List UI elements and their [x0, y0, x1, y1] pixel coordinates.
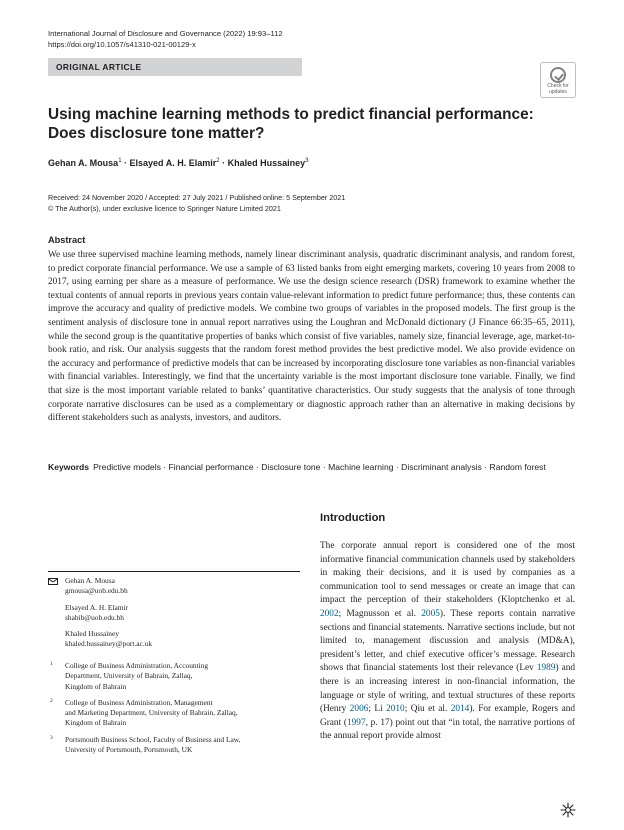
affiliation-number: 2 — [50, 697, 53, 704]
citation-link[interactable]: 2010 — [386, 704, 405, 715]
title-line-1: Using machine learning methods to predict financial performance: — [48, 106, 534, 123]
author-2[interactable]: Elsayed A. H. Elamir$^2$ — [129, 158, 220, 168]
copyright-line: © The Author(s), under exclusive licence to Springer Nature Limited 2021 — [48, 203, 281, 213]
journal-line: International Journal of Disclosure and Governance (2022) 19:93–112 — [48, 29, 283, 38]
check-for-updates-badge[interactable] — [540, 62, 576, 98]
contact-email[interactable]: shabib@uob.edu.bh — [65, 612, 124, 622]
article-title — [48, 105, 568, 143]
contact-name: Gehan A. Mousa — [65, 576, 115, 585]
affiliations — [48, 661, 300, 761]
citation-link[interactable]: 2002 — [320, 608, 339, 619]
citation-link[interactable]: 1997 — [347, 717, 366, 728]
article-type-label: ORIGINAL ARTICLE — [56, 62, 142, 72]
keywords — [48, 461, 575, 474]
title-line-2: Does disclosure tone matter? — [48, 125, 265, 142]
doi-link[interactable]: https://doi.org/10.1057/s41310-021-00129-x — [48, 40, 196, 49]
contact-email[interactable]: gmousa@uob.edu.bh — [65, 586, 128, 596]
affiliation-number: 3 — [50, 734, 53, 741]
affiliation-number: 1 — [50, 661, 53, 667]
introduction-heading: Introduction — [320, 512, 386, 524]
author-3[interactable]: Khaled Hussainey$^3$ — [227, 158, 309, 168]
springer-horse-icon — [560, 802, 576, 818]
contact-email[interactable]: khaled.hussainey@port.ac.uk — [65, 639, 153, 649]
author-1[interactable]: Gehan A. Mousa$^1$ — [48, 158, 122, 168]
abstract-text: We use three supervised machine learning methods, namely linear discriminant analysis, quadratic discriminant analysis, and random forest, to predict corporate financial performance. We use a sample of 63 listed banks from eight emerging markets, covering 10 years from 2008 to 2017, using earning per share as a measure of performance. We use the design science research (DSR) framework to examine whether the textual contents of annual reports in previous years contain value-relevant information to predict future performance; thus, these contents can improve the accuracy and quality of predictive models. We combine two groups of variables in the proposed models. The first group is the sentiment analysis of disclosure tone in annual report narratives using the Loughran and McDonald dictionary (J Finance 66:35–65, 2011), while the second group is the quantitative properties of banks which consist of five variables, namely size, financial leverage, age, market-to-book ratio, and risk. Our analysis suggests that the random forest method provides the best predictive model. We also provide evidence on the accuracy and performance of predictive models that can be increased by incorporating disclosure tone variables as non-financial variables with financial variables. Interestingly, we find that the uncertainty variable is the most important disclosure tone variable. Finally, we find that size is the most important variable related to banks’ quantitative characteristics. Our study suggests that the analysis of tone through corporate narrative disclosures can be used as a complementary or diagnostic approach rather than an alternative in making decisions by different stakeholders such as analysts, investors, and auditors. — [48, 250, 575, 424]
keywords-label: Keywords — [48, 462, 90, 472]
contact-name: Elsayed A. H. Elamir — [65, 602, 129, 612]
journal-citation — [48, 28, 283, 50]
contact-entry — [48, 603, 300, 624]
citation-link[interactable]: 2005 — [421, 608, 440, 619]
affiliation-1: 1 College of Business Administration, Accounting Department, University of Bahrain, Zallaq, Kingdom of Bahrain — [50, 661, 209, 691]
check-for-updates-text: Check for updates — [547, 83, 569, 95]
publication-dates — [48, 193, 345, 214]
keywords-list: Predictive models · Financial performance · Disclosure tone · Machine learning · Discriminant analysis · Random forest — [93, 462, 546, 472]
author-contacts — [48, 576, 300, 656]
abstract-heading: Abstract — [48, 235, 86, 245]
citation-link[interactable]: 1989 — [536, 663, 556, 674]
contact-entry — [48, 629, 300, 650]
footnote-divider — [48, 571, 300, 572]
introduction-text: The corporate annual report is considered one of the most informative financial communication channels used by stakeholders in making their decisions, and it is used by companies as a communication tool to send messages or create an image that can impact the perception of their stakeholders (Kloptchenko et al. 2002; Magnusson et al. 2005). These reports contain narrative sections and financial statements. Narrative sections include, but not limited to, management discussion and analysis (MD&A), president’s letter, and chief executive officer’s message. Research shows that financial statements lost their relevance (Lev 1989) and there is an increasing interest in non-financial information, the language or style of writing, and textual structures of these reports (Henry 2006; Li 2010; Qiu et al. 2014). For example, Rogers and Grant (1997, p. 17) point out that “in total, the narrative portions of the annual report provide almost — [320, 541, 575, 742]
contact-name: Khaled Hussainey — [65, 629, 119, 639]
citation-link[interactable]: 2014 — [450, 704, 470, 715]
history-dates: Received: 24 November 2020 / Accepted: 27 July 2021 / Published online: 5 September 2021 — [48, 193, 346, 202]
envelope-icon — [48, 578, 58, 585]
citation-link[interactable]: 2006 — [349, 704, 369, 715]
affiliation-3: 3 Portsmouth Business School, Faculty of Business and Law, University of Portsmouth, Portsmouth, UK — [50, 734, 241, 755]
contact-entry — [48, 576, 300, 597]
affiliation-2: 2 College of Business Administration, Management and Marketing Department, University of Bahrain, Zallaq, Kingdom of Bahrain — [50, 697, 238, 728]
check-for-updates-icon — [550, 67, 566, 83]
author-list: Gehan A. Mousa$^1$ · Elsayed A. H. Elamir$^2$ · Khaled Hussainey$^3$ — [48, 158, 309, 168]
